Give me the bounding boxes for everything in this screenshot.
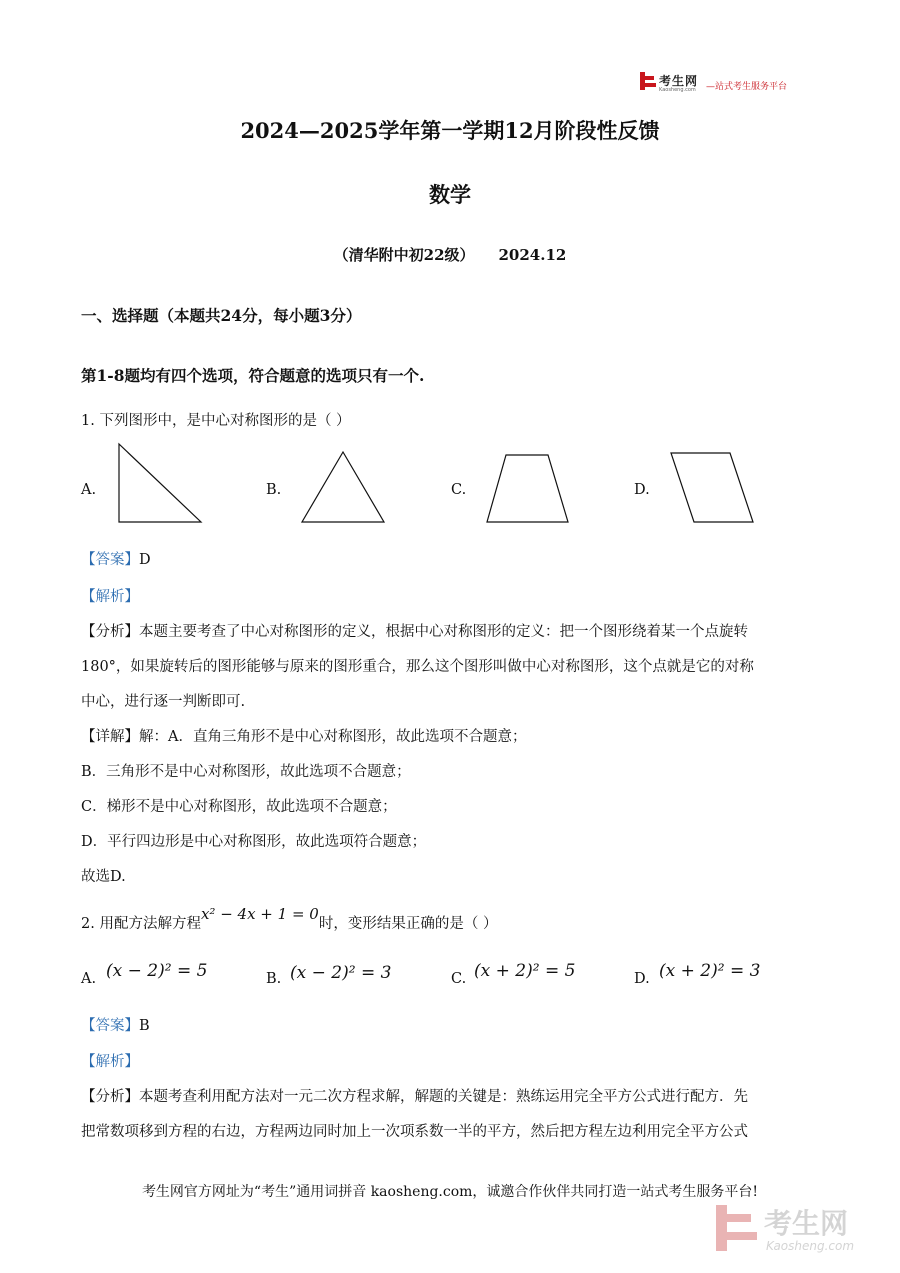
watermark-url: Kaosheng.com xyxy=(766,1239,855,1253)
q2-option-c-label: C. xyxy=(451,971,467,987)
q1-option-d-label: D. xyxy=(634,482,650,498)
class-info: （清华附中初22级） xyxy=(333,246,475,264)
watermark-name: 考生网 xyxy=(764,1207,849,1240)
q1-option-d-parallelogram xyxy=(667,449,757,526)
logo-url: Kaosheng.com xyxy=(659,87,696,93)
q2-option-b-label: B. xyxy=(266,971,282,987)
q1-fenxi-line-1: 【分析】本题主要考查了中心对称图形的定义，根据中心对称图形的定义：把一个图形绕着某一个点旋转 xyxy=(81,624,748,640)
q1-option-b-triangle xyxy=(298,448,388,526)
q2-fenxi-line-2: 把常数项移到方程的右边，方程两边同时加上一次项系数一半的平方，然后把方程左边利用完全平方公式 xyxy=(81,1124,748,1140)
kaosheng-watermark xyxy=(716,1203,886,1255)
q2-option-c-expr: (x + 2)² = 5 xyxy=(474,961,576,981)
q1-option-a-right-triangle xyxy=(115,440,205,526)
q2-stem: 2. 用配方法解方程x² − 4x + 1 = 0时，变形结果正确的是（ ） xyxy=(81,905,498,932)
section-heading: 一、选择题（本题共24分，每小题3分） xyxy=(81,306,362,325)
page-footer: 考生网官方网址为“考生”通用词拼音 kaosheng.com，诚邀合作伙伴共同打造一站式考生服务平台! xyxy=(141,1184,759,1200)
q2-option-d-label: D. xyxy=(634,971,650,987)
q2-fenxi-line-1: 【分析】本题考查利用配方法对一元二次方程求解，解题的关键是：熟练运用完全平方公式进行配方．先 xyxy=(81,1089,748,1105)
q1-fenxi-line-3: 中心，进行逐一判断即可. xyxy=(81,694,246,710)
logo-slogan: —站式考生服务平台 xyxy=(706,82,788,92)
q2-option-a-expr: (x − 2)² = 5 xyxy=(106,961,208,981)
instruction: 第1-8题均有四个选项，符合题意的选项只有一个. xyxy=(81,366,425,385)
q1-option-c-trapezoid xyxy=(484,451,572,526)
answer-value: D xyxy=(139,552,151,568)
q2-analysis-tag: 【解析】 xyxy=(81,1054,139,1070)
class-date-line xyxy=(0,244,900,265)
q1-fenxi-line-2: 180°，如果旋转后的图形能够与原来的图形重合，那么这个图形叫做中心对称图形，这个点就是它的对称 xyxy=(81,659,754,675)
kaosheng-logo-icon xyxy=(640,72,656,90)
q1-xiangjie-line-3: C．梯形不是中心对称图形，故此选项不合题意； xyxy=(81,799,397,815)
q1-option-b-label: B. xyxy=(266,482,282,498)
q1-option-a-label: A. xyxy=(81,482,97,498)
q1-option-c-label: C. xyxy=(451,482,467,498)
q1-stem: 1. 下列图形中，是中心对称图形的是（ ） xyxy=(81,413,351,429)
q2-option-b-expr: (x − 2)² = 3 xyxy=(290,963,392,983)
subject-title: 数学 xyxy=(429,182,471,207)
q1-answer xyxy=(81,550,151,570)
answer-tag: 【答案】 xyxy=(81,552,139,568)
answer-value: B xyxy=(139,1018,150,1034)
fenxi-tag: 【分析】 xyxy=(81,624,139,640)
logo-name: 考生网 xyxy=(659,74,699,88)
q1-xiangjie-line-2: B．三角形不是中心对称图形，故此选项不合题意； xyxy=(81,764,411,780)
q1-xiangjie-line-5: 故选D. xyxy=(81,869,126,885)
q2-option-d-expr: (x + 2)² = 3 xyxy=(659,961,761,981)
exam-date: 2024.12 xyxy=(498,246,567,264)
page-title: 2024—2025学年第一学期12月阶段性反馈 xyxy=(240,118,660,143)
xiangjie-tag: 【详解】 xyxy=(81,729,139,745)
q1-xiangjie-line-1: 【详解】解：A．直角三角形不是中心对称图形，故此选项不合题意； xyxy=(81,729,527,745)
q2-option-a-label: A. xyxy=(81,971,97,987)
q1-xiangjie-line-4: D．平行四边形是中心对称图形，故此选项符合题意； xyxy=(81,834,427,850)
fenxi-tag: 【分析】 xyxy=(81,1089,139,1105)
q2-answer xyxy=(81,1016,150,1036)
answer-tag: 【答案】 xyxy=(81,1018,139,1034)
q2-equation: x² − 4x + 1 = 0 xyxy=(200,905,319,923)
q1-analysis-tag: 【解析】 xyxy=(81,589,139,605)
